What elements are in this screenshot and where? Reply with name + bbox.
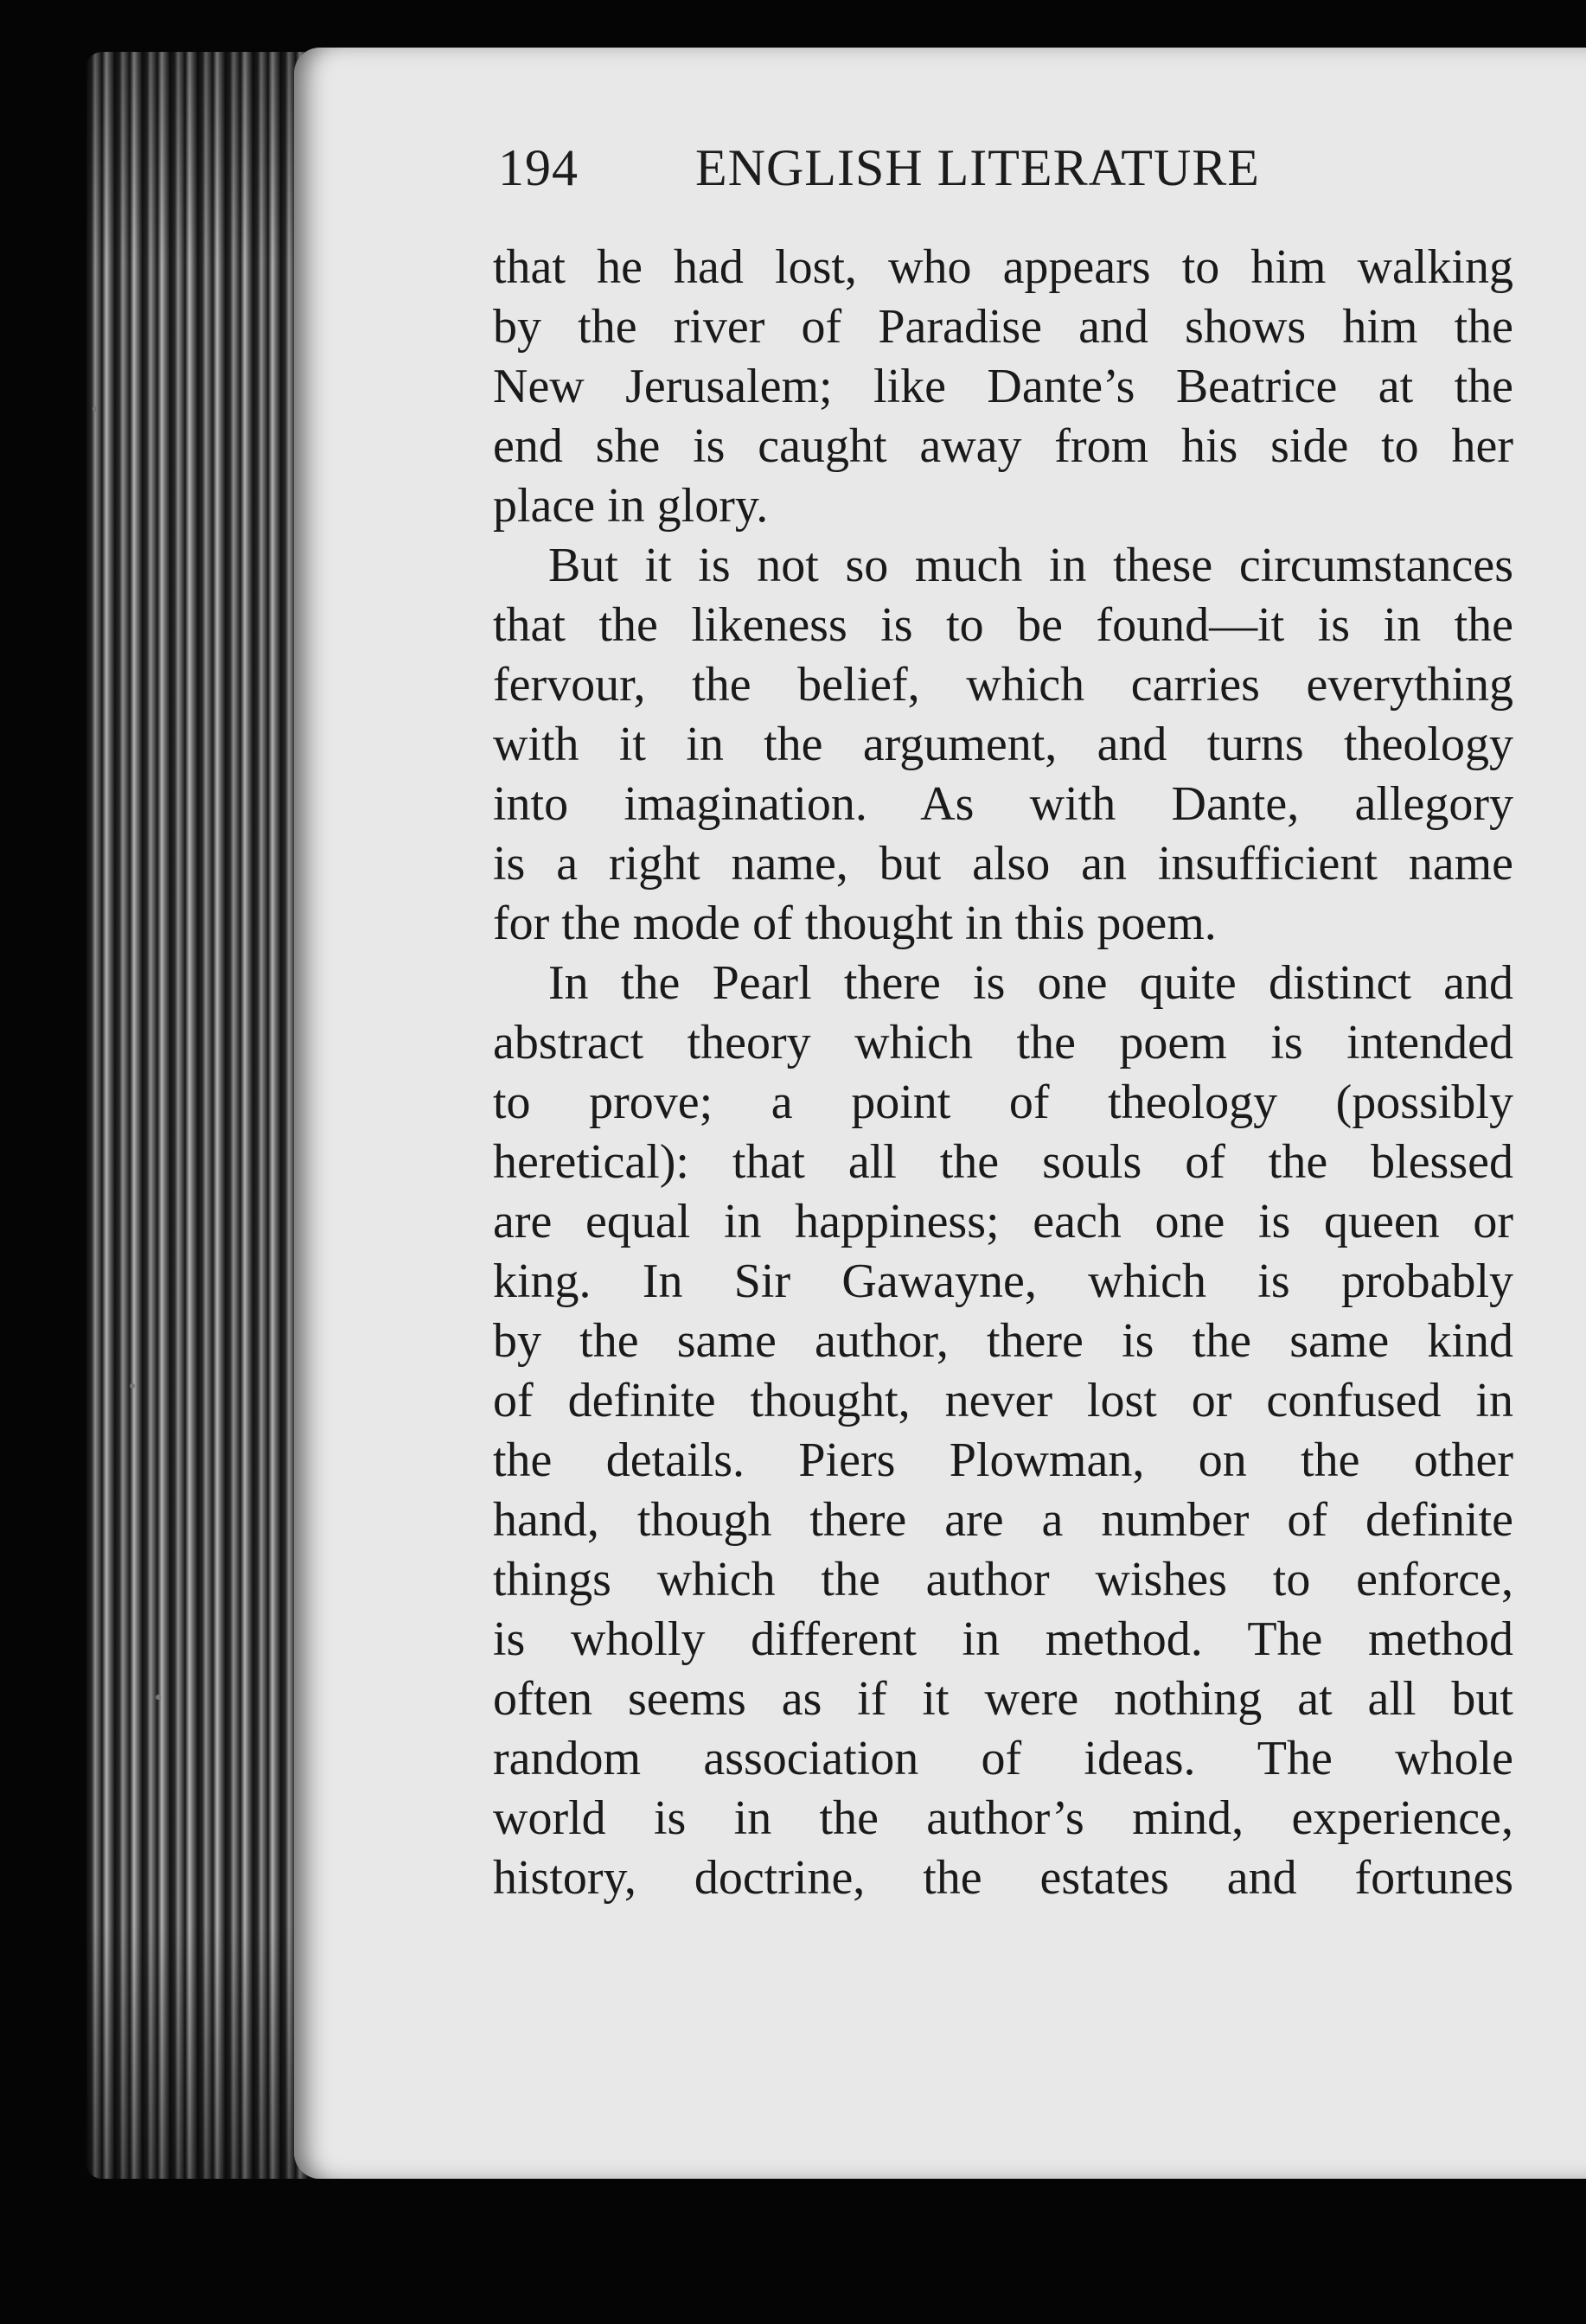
text-line: things which the author wishes to enforce,: [493, 1553, 1513, 1606]
text-line: fervour, the belief, which carries everything: [493, 658, 1513, 712]
text-line: king. In Sir Gawayne, which is probably: [493, 1255, 1513, 1308]
text-line: hand, though there are a number of definite: [493, 1493, 1513, 1547]
dust-speck: [93, 406, 98, 412]
text-line: to prove; a point of theology (possibly: [493, 1076, 1513, 1129]
text-line: place in glory.: [493, 479, 769, 533]
text-line: is a right name, but also an insufficient name: [493, 837, 1513, 891]
book-page: [294, 48, 1586, 2179]
text-line: But it is not so much in these circumstances: [548, 539, 1513, 592]
dust-speck: [130, 1383, 135, 1389]
text-line: end she is caught away from his side to her: [493, 419, 1513, 473]
text-line: New Jerusalem; like Dante’s Beatrice at the: [493, 360, 1513, 413]
page-number: 194: [498, 139, 579, 196]
dust-speck: [156, 1695, 161, 1700]
running-title: ENGLISH LITERATURE: [695, 139, 1260, 196]
text-line: of definite thought, never lost or confused in: [493, 1374, 1513, 1427]
text-line: the details. Piers Plowman, on the other: [493, 1433, 1513, 1487]
text-line: by the river of Paradise and shows him the: [493, 300, 1513, 354]
text-line: that the likeness is to be found—it is in the: [493, 598, 1513, 652]
text-line: often seems as if it were nothing at all but: [493, 1672, 1513, 1726]
text-line: random association of ideas. The whole: [493, 1732, 1513, 1785]
body-text: [493, 238, 1513, 1908]
text-line: world is in the author’s mind, experience,: [493, 1791, 1513, 1845]
book-page-edges: [86, 52, 329, 2179]
text-line: for the mode of thought in this poem.: [493, 897, 1217, 950]
text-line: are equal in happiness; each one is queen or: [493, 1195, 1513, 1248]
text-line: into imagination. As with Dante, allegory: [493, 777, 1513, 831]
text-line: In the Pearl there is one quite distinct and: [548, 956, 1513, 1010]
running-head: [498, 138, 1586, 233]
text-line: is wholly different in method. The method: [493, 1612, 1513, 1666]
text-line: history, doctrine, the estates and fortunes: [493, 1851, 1513, 1905]
text-line: abstract theory which the poem is intended: [493, 1016, 1513, 1069]
text-line: by the same author, there is the same kind: [493, 1314, 1513, 1368]
text-line: with it in the argument, and turns theology: [493, 718, 1513, 771]
text-line: heretical): that all the souls of the blessed: [493, 1135, 1513, 1189]
text-line: that he had lost, who appears to him walking: [493, 240, 1513, 294]
